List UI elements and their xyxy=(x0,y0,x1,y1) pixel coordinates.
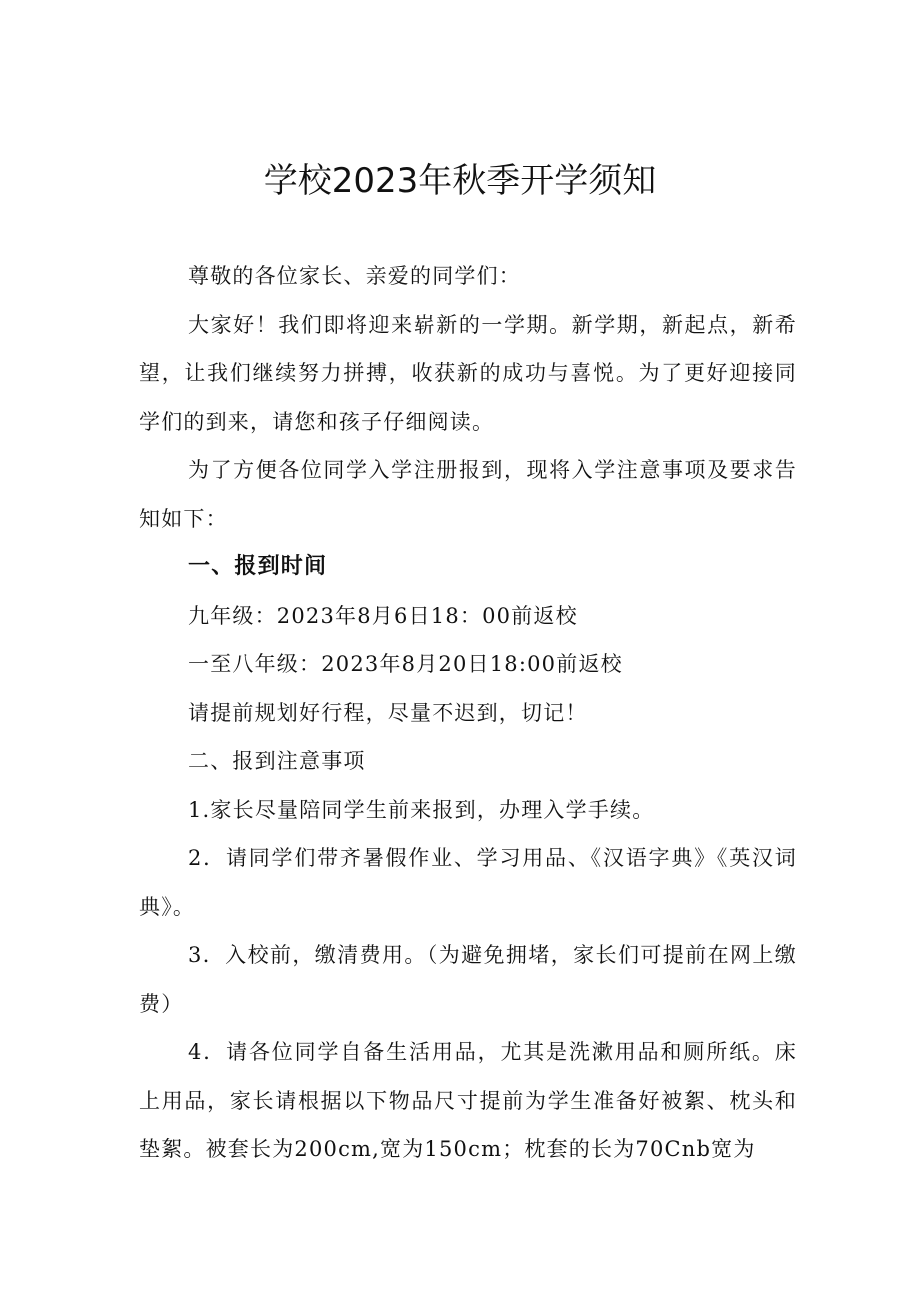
notice-item-1: 1.家长尽量陪同学生前来报到，办理入学手续。 xyxy=(188,797,655,822)
reminder-paragraph: 请提前规划好行程，尽量不迟到，切记！ xyxy=(188,700,588,725)
document-body xyxy=(139,252,797,1174)
section-1-heading: 一、报到时间 xyxy=(188,554,328,579)
document-title: 学校2023年秋季开学须知 xyxy=(263,161,657,201)
notice-item-3: 3．入校前，缴清费用。（为避免拥堵，家长们可提前在网上缴费） xyxy=(139,943,797,1016)
notice-item-2: 2．请同学们带齐暑假作业、学习用品、《汉语字典》《英汉词典》。 xyxy=(139,846,797,919)
purpose-paragraph: 为了方便各位同学入学注册报到，现将入学注意事项及要求告知如下： xyxy=(139,458,797,531)
grade9-return-time: 九年级：2023年8月6日18：00前返校 xyxy=(188,603,578,628)
greeting-paragraph: 尊敬的各位家长、亲爱的同学们： xyxy=(188,264,521,288)
section-2-heading: 二、报到注意事项 xyxy=(188,749,366,773)
intro-paragraph: 大家好！我们即将迎来崭新的一学期。新学期，新起点，新希望，让我们继续努力拼搏，收获新的成功与喜悦。为了更好迎接同学们的到来，请您和孩子仔细阅读。 xyxy=(139,312,797,434)
grade1to8-return-time: 一至八年级：2023年8月20日18:00前返校 xyxy=(188,652,623,676)
notice-item-4: 4．请各位同学自备生活用品，尤其是洗漱用品和厕所纸。床上用品，家长请根据以下物品尺寸提前为学生准备好被絮、枕头和垫絮。被套长为200cm,宽为150cm；枕套的长为70Cnb宽为 xyxy=(139,1040,797,1161)
